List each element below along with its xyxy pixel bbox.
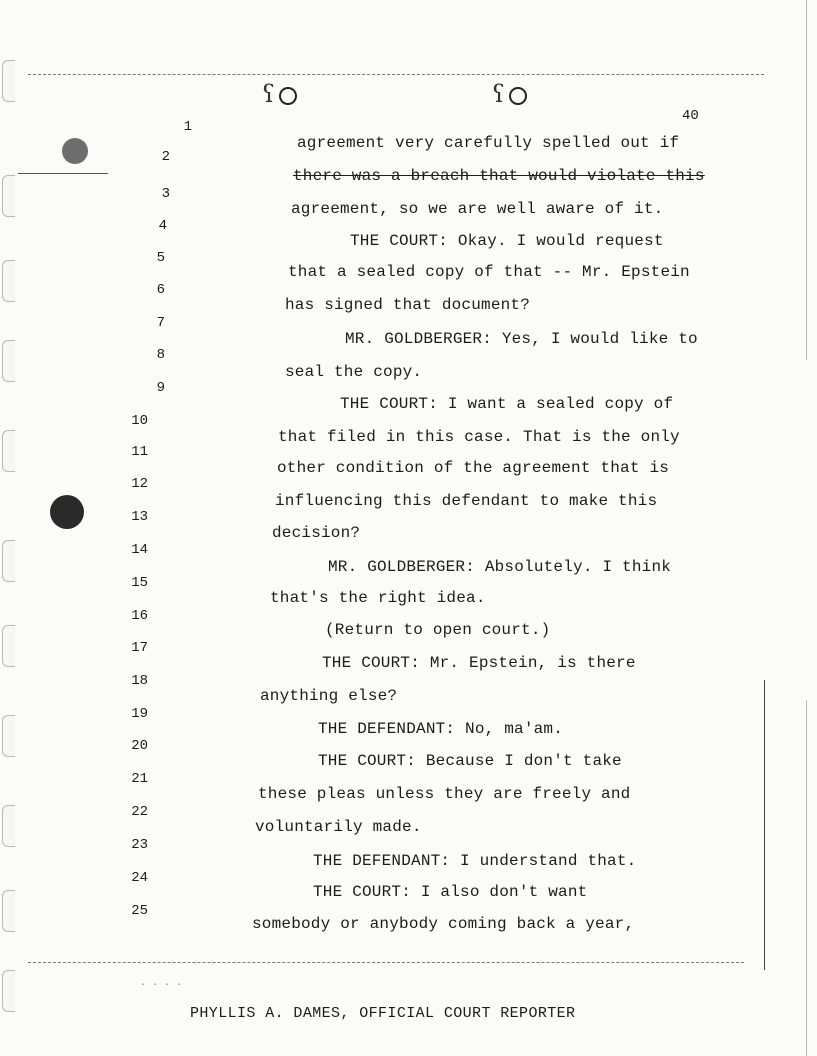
line-number: 10 [131,413,148,429]
line-number: 21 [131,771,148,787]
line-number: 22 [131,804,148,820]
right-edge-line-lower [806,700,807,1056]
scan-scrawl: · · · · [140,980,183,991]
line-text: other condition of the agreement that is [277,459,670,477]
binder-tab [2,715,15,757]
binder-tab [2,890,15,932]
line-text: voluntarily made. [255,818,422,836]
bottom-rule [28,962,744,963]
line-number: 13 [131,509,148,525]
line-number: 15 [131,575,148,591]
binder-tab [2,625,15,667]
line-text: MR. GOLDBERGER: Absolutely. I think [328,558,672,576]
line-number: 7 [156,315,165,331]
line-number: 25 [131,903,148,919]
top-rule [28,74,764,75]
line-text: that filed in this case. That is the only [278,428,680,446]
page-number: 40 [682,108,699,124]
line-text: decision? [272,524,361,542]
line-text: agreement very carefully spelled out if [297,134,680,152]
line-number: 6 [156,282,165,298]
line-text: that a sealed copy of that -- Mr. Epstein [288,263,690,281]
line-text: (Return to open court.) [325,621,551,639]
line-text: has signed that document? [285,296,531,314]
line-text: THE COURT: I want a sealed copy of [340,395,674,413]
line-number: 18 [131,673,148,689]
binder-tab [2,60,15,102]
binder-tab [2,175,15,217]
line-number: 5 [156,250,165,266]
binder-tab [2,805,15,847]
line-number: 1 [183,119,192,135]
binder-tab [2,340,15,382]
scan-mark-left: ʕ [262,80,297,108]
line-number: 11 [131,444,148,460]
line-number: 19 [131,706,148,722]
line-number: 2 [161,149,170,165]
line-number: 20 [131,738,148,754]
line-text: MR. GOLDBERGER: Yes, I would like to [345,330,698,348]
footer-reporter: PHYLLIS A. DAMES, OFFICIAL COURT REPORTER [190,1005,576,1022]
binder-tab [2,430,15,472]
line-number: 14 [131,542,148,558]
line-text: THE COURT: Because I don't take [318,752,622,770]
line-text: that's the right idea. [270,589,486,607]
line-number: 8 [156,347,165,363]
line-number: 23 [131,837,148,853]
line-text: seal the copy. [285,363,423,381]
line-text: THE COURT: Mr. Epstein, is there [322,654,636,672]
binder-tab [2,260,15,302]
binder-tab [2,540,15,582]
line-text: THE COURT: Okay. I would request [350,232,664,250]
right-margin-line [764,680,765,970]
line-number: 12 [131,476,148,492]
right-edge-line [806,0,807,360]
line-text: THE DEFENDANT: No, ma'am. [318,720,564,738]
line-2-rule [18,173,108,174]
line-number: 3 [161,186,170,202]
line-text: agreement, so we are well aware of it. [291,200,664,218]
line-text: anything else? [260,687,398,705]
line-text: somebody or anybody coming back a year, [252,915,635,933]
punch-hole-icon [62,138,88,164]
binder-tab [2,970,15,1012]
line-text: THE DEFENDANT: I understand that. [313,852,637,870]
line-number: 4 [158,218,167,234]
line-number: 16 [131,608,148,624]
line-text: there was a breach that would violate this [293,167,705,185]
line-text: these pleas unless they are freely and [258,785,631,803]
line-text: influencing this defendant to make this [275,492,658,510]
punch-hole-icon [50,495,84,529]
scan-mark-right: ʕ [492,80,527,108]
line-text: THE COURT: I also don't want [313,883,588,901]
line-number: 9 [156,380,165,396]
line-number: 17 [131,640,148,656]
line-number: 24 [131,870,148,886]
